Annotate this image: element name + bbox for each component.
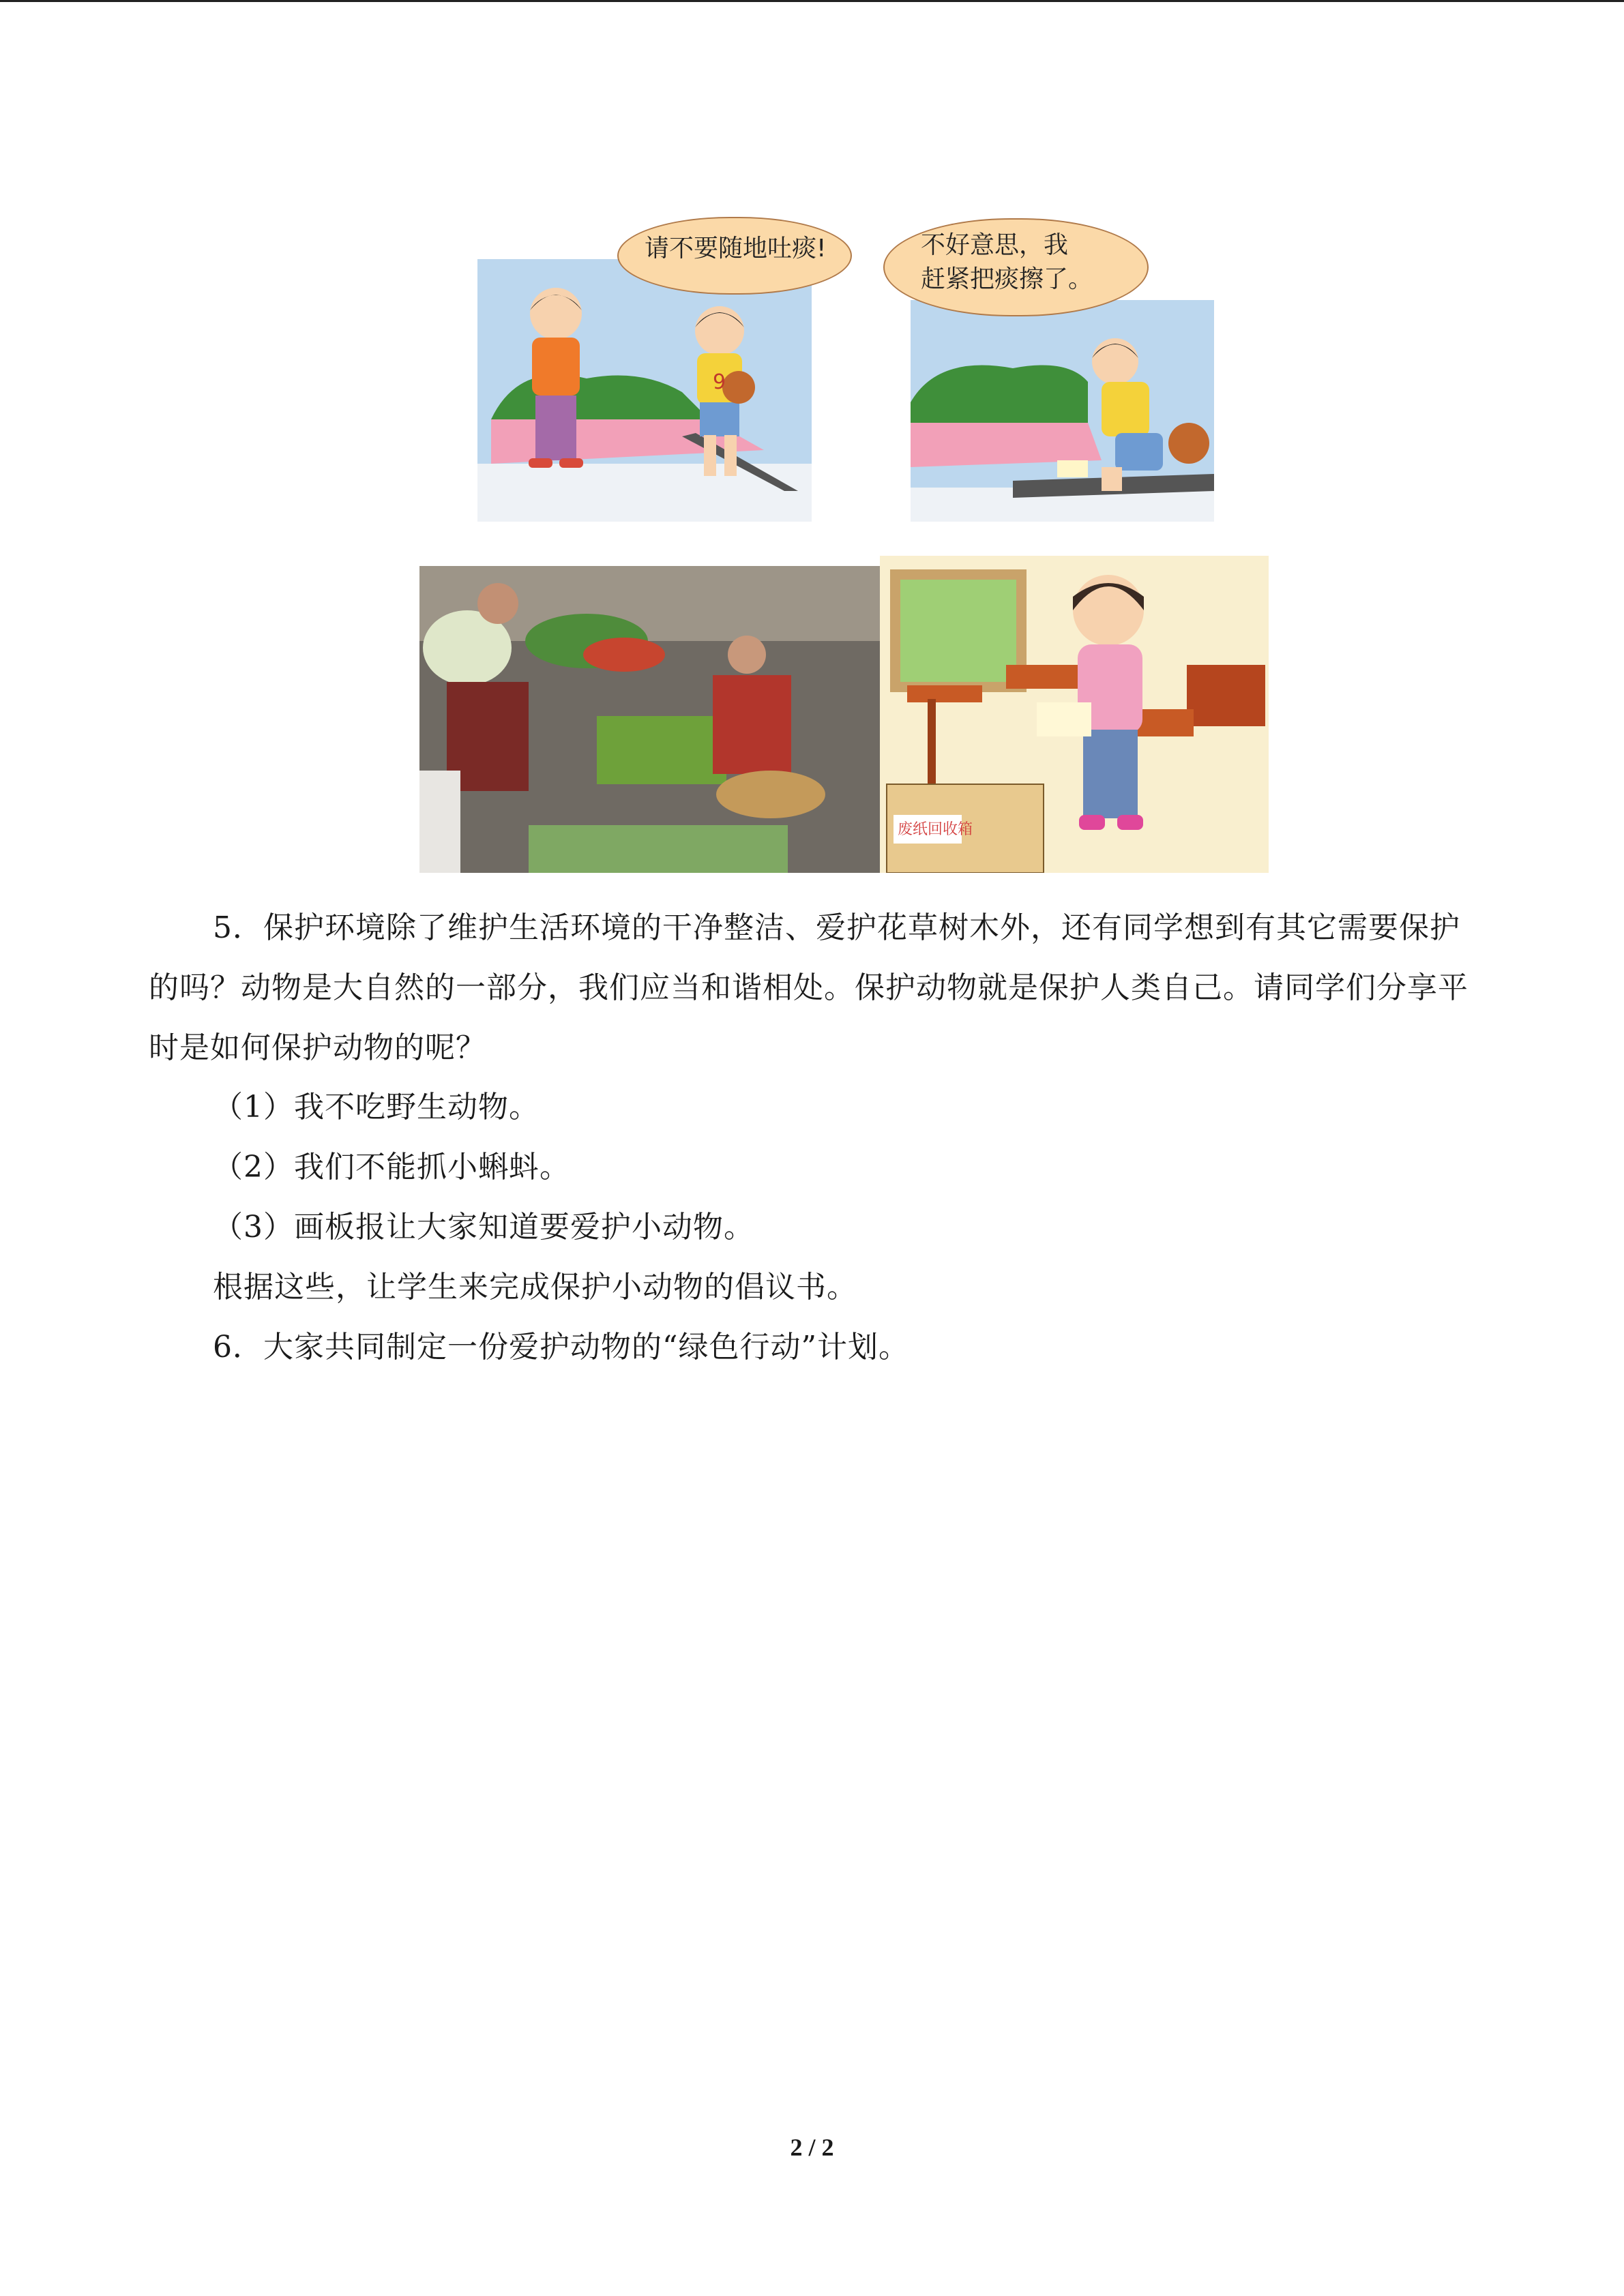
section-5-item-2: （2）我们不能抓小蝌蚪。 — [213, 1150, 570, 1184]
section-5-intro: 5．保护环境除了维护生活环境的干净整洁、爱护花草树木外，还有同学想到有其它需要保护的吗？动物是大自然的一部分，我们应当和谐相处。保护动物就是保护人类自己。请同学们分享平时是如何保护动物的呢？ — [149, 910, 1468, 1065]
market-photo — [419, 566, 880, 873]
section-5-conclusion: 根据这些，让学生来完成保护小动物的倡议书。 — [213, 1270, 857, 1304]
classroom-illustration — [880, 556, 1269, 873]
speech-text: 请不要随地吐痰! — [645, 235, 827, 263]
comic-panel-spitting — [477, 259, 812, 522]
page-number: 2 / 2 — [790, 2134, 834, 2161]
comic-panel-wiping — [911, 300, 1214, 522]
section-6-text: 6．大家共同制定一份爱护动物的“绿色行动”计划。 — [213, 1330, 909, 1365]
section-5-item-1: （1）我不吃野生动物。 — [213, 1090, 540, 1124]
page-top-rule — [0, 0, 1624, 2]
svg-text:9: 9 — [713, 370, 726, 394]
speech-line: 赶紧把痰擦了。 — [921, 265, 1093, 293]
recycle-box-label: 废纸回收箱 — [898, 821, 973, 838]
section-5-item-3: （3）画板报让大家知道要爱护小动物。 — [213, 1210, 754, 1244]
speech-line: 不好意思，我 — [921, 231, 1069, 259]
speech-text — [921, 228, 1093, 297]
